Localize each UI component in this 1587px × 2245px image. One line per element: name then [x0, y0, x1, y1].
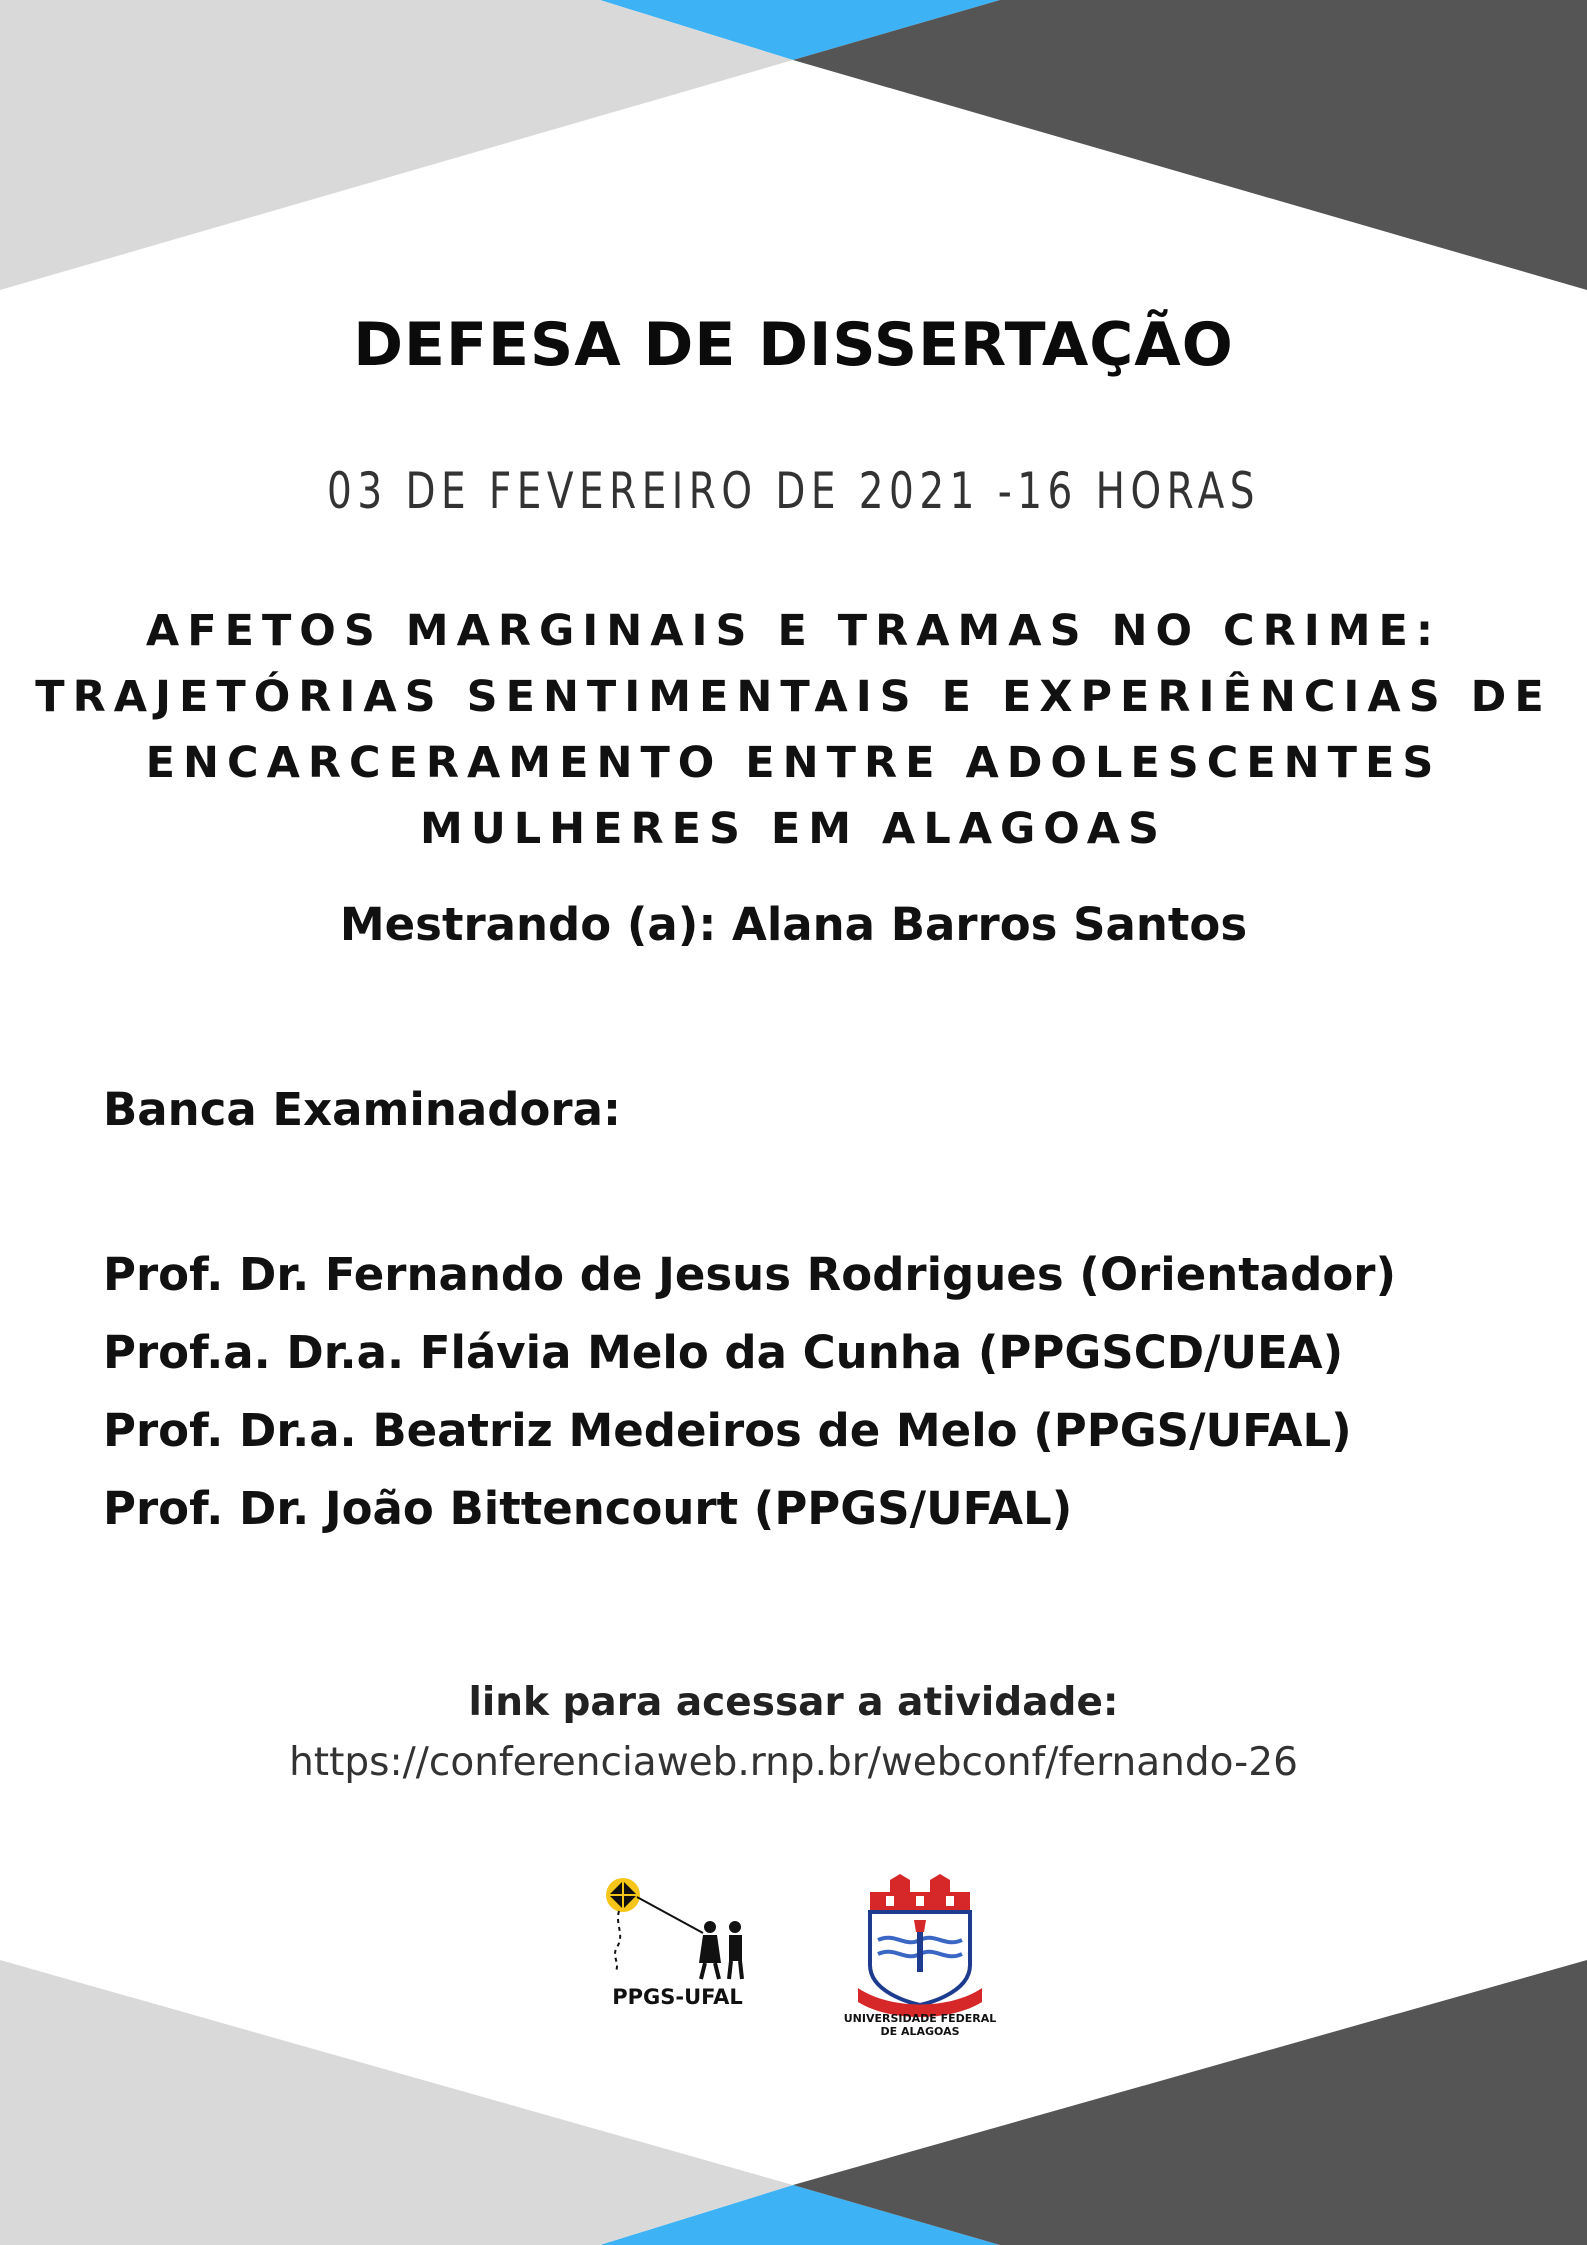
link-label: link para acessar a atividade:: [468, 1680, 1119, 1725]
board-member: Prof. Dr.a. Beatriz Medeiros de Melo (PPGS/UFAL): [103, 1404, 1352, 1457]
thesis-title-line: MULHERES EM ALAGOAS: [420, 804, 1167, 854]
thesis-title-line: AFETOS MARGINAIS E TRAMAS NO CRIME:: [145, 606, 1442, 656]
board-member: Prof. Dr. Fernando de Jesus Rodrigues (Orientador): [103, 1248, 1397, 1301]
board-label: Banca Examinadora:: [103, 1083, 621, 1136]
thesis-title-line: TRAJETÓRIAS SENTIMENTAIS E EXPERIÊNCIAS DE: [35, 672, 1552, 722]
board-member: Prof. Dr. João Bittencourt (PPGS/UFAL): [103, 1482, 1073, 1535]
board-member: Prof.a. Dr.a. Flávia Melo da Cunha (PPGSCD/UEA): [103, 1326, 1344, 1379]
top-left-gray-triangle: [0, 0, 793, 290]
ufal-logo-line: DE ALAGOAS: [880, 2025, 960, 2038]
ppgs-logo-label: PPGS-UFAL: [612, 1985, 743, 2009]
board-members: [103, 1236, 1396, 1548]
student-name: Mestrando (a): Alana Barros Santos: [339, 898, 1248, 951]
ufal-logo-line: UNIVERSIDADE FEDERAL: [843, 2012, 997, 2025]
conference-link[interactable]: https://conferenciaweb.rnp.br/webconf/fernando-26: [289, 1740, 1298, 1785]
ufal-logo-label: [820, 2012, 1020, 2038]
page-title: DEFESA DE DISSERTAÇÃO: [353, 310, 1234, 380]
event-date: 03 DE FEVEREIRO DE 2021 -16 HORAS: [327, 462, 1260, 520]
top-right-dark-triangle: [793, 0, 1587, 290]
thesis-title: [0, 598, 1587, 862]
thesis-title-line: ENCARCERAMENTO ENTRE ADOLESCENTES: [145, 738, 1442, 788]
